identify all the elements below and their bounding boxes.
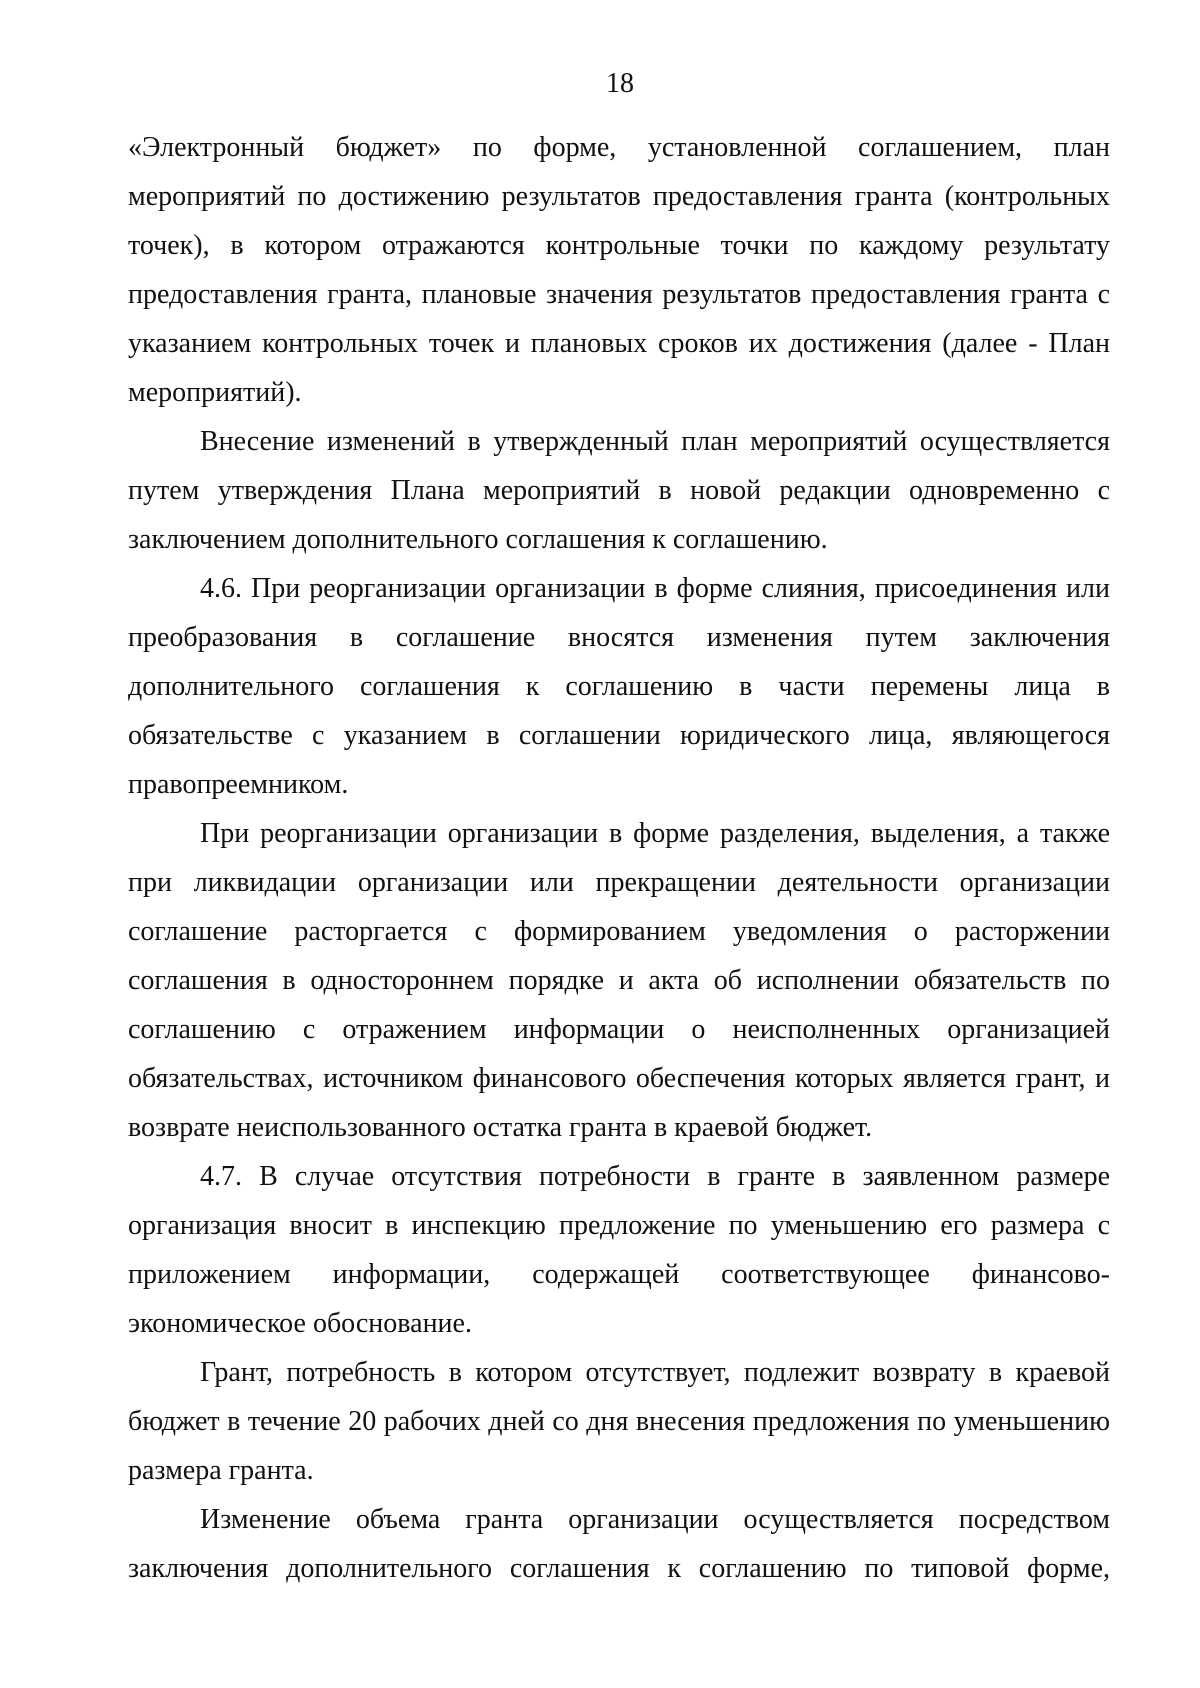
page-number: 18 [606, 68, 634, 99]
paragraph-termination: При реорганизации организации в форме разделения, выделения, а также при ликвидации организации или прекращении деятельности организации соглашение расторгается с формированием уведомления о расторжении соглашения в одностороннем порядке и акта об исполнении обязательств по соглашению с отражением информации о неисполненных организацией обязательствах, источником финансового обеспечения которых является грант, и возврате неиспользованного остатка гранта в краевой бюджет. [128, 818, 1110, 1143]
paragraph-plan-continuation: «Электронный бюджет» по форме, установленной соглашением, план мероприятий по достижению результатов предоставления гранта (контрольных точек), в котором отражаются контрольные точки по каждому результату предоставления гранта, плановые значения результатов предоставления гранта с указанием контрольных точек и плановых сроков их достижения (далее - План мероприятий). [128, 132, 1110, 408]
paragraph-plan-changes: Внесение изменений в утвержденный план мероприятий осуществляется путем утверждения Плана мероприятий в новой редакции одновременно с заключением дополнительного соглашения к соглашению. [128, 426, 1110, 555]
paragraph-grant-return: Грант, потребность в котором отсутствует, подлежит возврату в краевой бюджет в течение 20 рабочих дней со дня внесения предложения по уменьшению размера гранта. [128, 1357, 1110, 1486]
paragraph-grant-volume-change: Изменение объема гранта организации осуществляется посредством заключения дополнительного соглашения к соглашению по типовой форме, [128, 1504, 1110, 1584]
paragraph-4-7-reduction: 4.7. В случае отсутствия потребности в гранте в заявленном размере организация вносит в инспекцию предложение по уменьшению его размера с приложением информации, содержащей соответствующее финансово-экономическое обоснование. [128, 1161, 1110, 1339]
paragraph-4-6-reorganization: 4.6. При реорганизации организации в форме слияния, присоединения или преобразования в соглашение вносятся изменения путем заключения дополнительного соглашения к соглашению в части перемены лица в обязательстве с указанием в соглашении юридического лица, являющегося правопреемником. [128, 573, 1110, 800]
document-body [128, 123, 1110, 1593]
